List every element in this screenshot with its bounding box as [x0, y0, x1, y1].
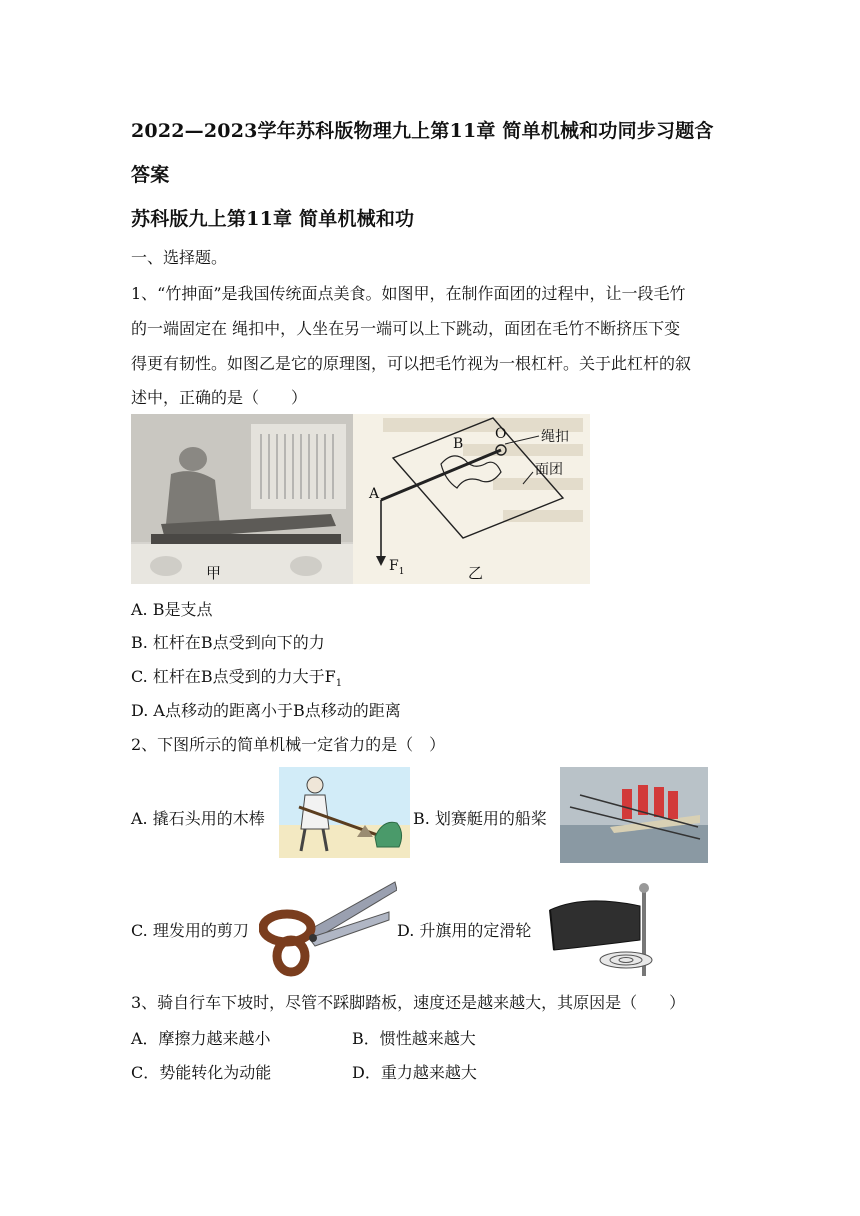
- q2-option-a: A. 撬石头用的木棒: [131, 809, 265, 828]
- rope-loop-label: 绳扣: [541, 429, 569, 445]
- q3-option-c: C．势能转化为动能: [131, 1063, 272, 1082]
- q1-option-c: [131, 664, 342, 689]
- q1-photo-jia: [131, 414, 353, 584]
- q1-option-d: D. A点移动的距离小于B点移动的距离: [131, 701, 401, 720]
- point-o-label: O: [495, 426, 507, 442]
- dough-label: 面团: [535, 462, 563, 478]
- q1-line-1: 1、“竹抻面”是我国传统面点美食。如图甲，在制作面团的过程中，让一段毛竹: [131, 284, 686, 303]
- q3-stem: 3、骑自行车下坡时，尽管不踩脚踏板，速度还是越来越大，其原因是（ ）: [131, 993, 686, 1012]
- q1-option-c-text: C. 杠杆在B点受到的力大于F: [131, 667, 336, 686]
- q2-option-b: B. 划赛艇用的船桨: [413, 809, 547, 828]
- doc-subtitle: 苏科版九上第11章 简单机械和功: [131, 208, 415, 230]
- q1-line-3: 得更有韧性。如图乙是它的原理图，可以把毛竹视为一根杠杆。关于此杠杆的叙: [131, 354, 692, 373]
- figure-label-yi: 乙: [468, 564, 484, 582]
- q1-line-2: 的一端固定在 绳扣中，人坐在另一端可以上下跳动，面团在毛竹不断挤压下变: [131, 319, 681, 338]
- q1-option-b: B. 杠杆在B点受到向下的力: [131, 633, 325, 652]
- q2-option-c: C. 理发用的剪刀: [131, 921, 249, 940]
- q1-option-c-subscript: 1: [335, 678, 343, 690]
- crowbar-image: [279, 767, 410, 858]
- q1-option-a: A. B是支点: [131, 600, 213, 619]
- q3-option-d: D．重力越来越大: [352, 1063, 477, 1082]
- figure-label-jia: 甲: [206, 564, 222, 582]
- force-f-subscript: 1: [398, 566, 405, 577]
- force-f-letter: F: [389, 558, 399, 574]
- q1-diagram-yi: [353, 414, 590, 584]
- point-b-label: B: [453, 436, 464, 452]
- doc-title-line1: 2022—2023学年苏科版物理九上第11章 简单机械和功同步习题含: [131, 120, 714, 142]
- q3-option-b: B．惯性越来越大: [352, 1029, 476, 1048]
- q3-option-a: A．摩擦力越来越小: [131, 1029, 271, 1048]
- q2-option-d: D. 升旗用的定滑轮: [397, 921, 532, 940]
- section-heading: 一、选择题。: [131, 248, 228, 267]
- doc-title-line2: 答案: [131, 164, 170, 186]
- scissors-image: [259, 880, 397, 978]
- rowing-image: [560, 767, 708, 863]
- point-a-label: A: [369, 486, 380, 502]
- flag-pulley-image: [544, 880, 664, 976]
- q2-stem: 2、下图所示的简单机械一定省力的是（ ）: [131, 735, 446, 754]
- q1-line-4: 述中，正确的是（ ）: [131, 388, 308, 407]
- force-f1-label: [389, 558, 404, 577]
